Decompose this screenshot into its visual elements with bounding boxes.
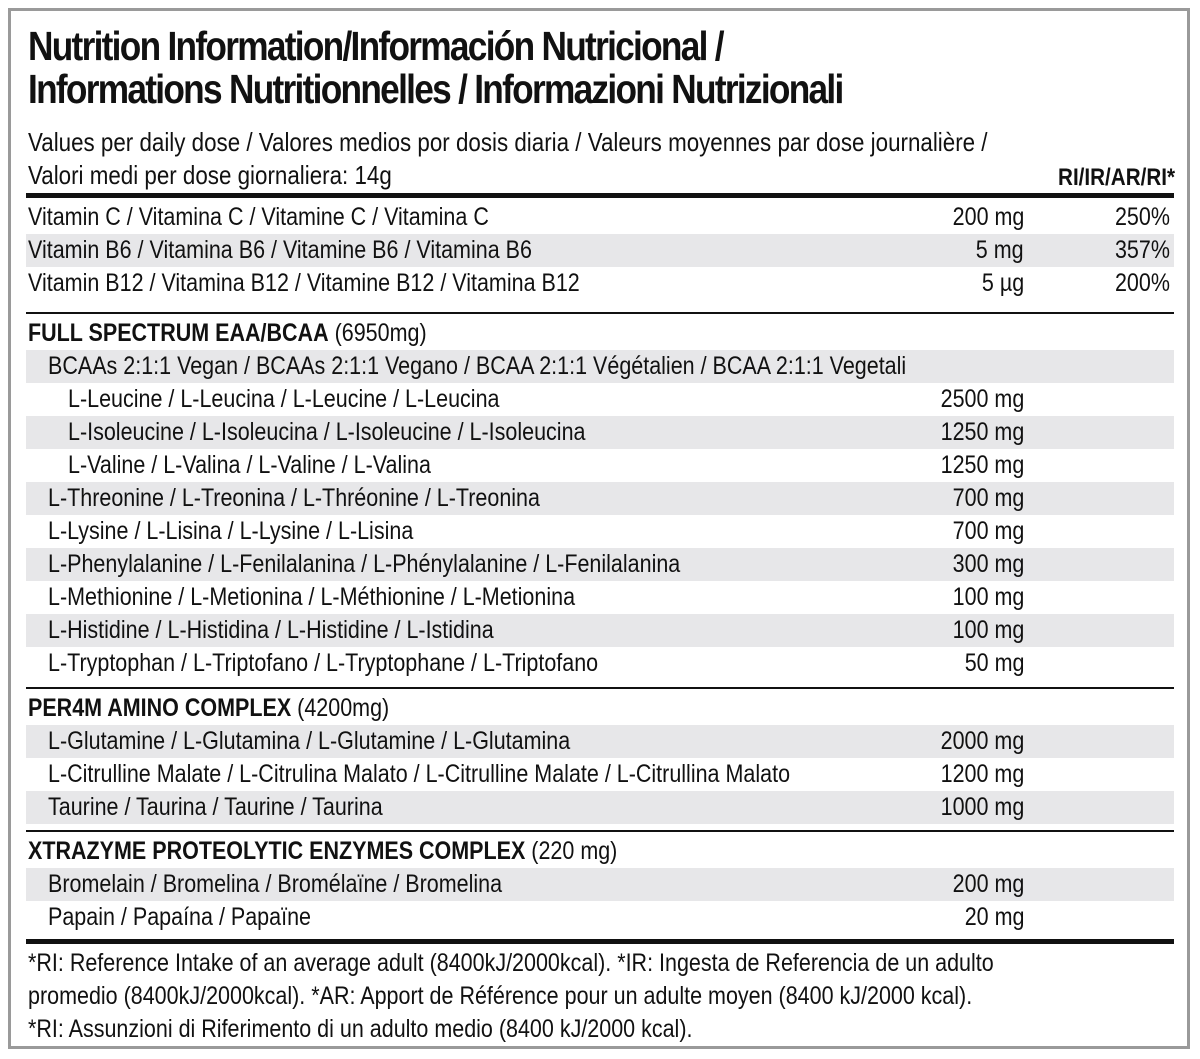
- page-title: [28, 25, 1017, 111]
- section-heading-label: FULL SPECTRUM EAA/BCAA: [28, 319, 329, 347]
- amino-row: [26, 515, 1174, 548]
- nutrient-name: Taurine / Taurina / Taurine / Taurina: [48, 793, 383, 821]
- nutrient-name: L-Glutamine / L-Glutamina / L-Glutamine / L-Glutamina: [48, 727, 571, 755]
- nutrient-ri: 250%: [1115, 203, 1170, 231]
- section-divider: [26, 687, 1174, 689]
- nutrient-amount: 50 mg: [964, 649, 1024, 677]
- nutrient-name: Vitamin C / Vitamina C / Vitamine C / Vitamina C: [28, 203, 489, 231]
- serving-info: [28, 126, 1043, 192]
- nutrient-name: L-Citrulline Malate / L-Citrulina Malato / L-Citrulline Malate / L-Citrullina Malato: [48, 760, 791, 788]
- nutrient-amount: 2500 mg: [940, 385, 1024, 413]
- amino-row: [26, 725, 1174, 758]
- amino-row: [26, 647, 1174, 680]
- nutrient-amount: 2000 mg: [940, 727, 1024, 755]
- serving-info-line-1: Values per daily dose / Valores medios por dosis diaria / Valeurs moyennes par dose journalière /: [28, 127, 988, 157]
- section-heading-label: PER4M AMINO COMPLEX: [28, 694, 292, 722]
- nutrient-name: L-Histidine / L-Histidina / L-Histidine / L-Istidina: [48, 616, 494, 644]
- section-heading-amount: (4200mg): [291, 694, 390, 722]
- nutrient-name: L-Phenylalanine / L-Fenilalanina / L-Phénylalanine / L-Fenilalanina: [48, 550, 681, 578]
- footnote-line-1: *RI: Reference Intake of an average adult (8400kJ/2000kcal). *IR: Ingesta de Referencia de un adulto: [28, 949, 994, 977]
- footnote-line-2: promedio (8400kJ/2000kcal). *AR: Apport de Référence pour un adulte moyen (8400 kJ/2000 kcal).: [28, 982, 973, 1010]
- nutrient-amount: 200 mg: [952, 203, 1024, 231]
- footnote: [28, 947, 1060, 1046]
- nutrient-ri: 200%: [1115, 269, 1170, 297]
- nutrient-name: Papain / Papaína / Papaïne: [48, 903, 311, 931]
- nutrient-amount: 5 mg: [976, 236, 1024, 264]
- amino-row: [26, 482, 1174, 515]
- amino-row: [26, 383, 1174, 416]
- amino-row: [26, 791, 1174, 824]
- nutrient-amount: 1000 mg: [940, 793, 1024, 821]
- nutrient-name: L-Isoleucine / L-Isoleucina / L-Isoleucine / L-Isoleucina: [68, 418, 586, 446]
- nutrient-amount: 100 mg: [952, 616, 1024, 644]
- nutrient-name: Vitamin B12 / Vitamina B12 / Vitamine B12 / Vitamina B12: [28, 269, 580, 297]
- nutrient-amount: 100 mg: [952, 583, 1024, 611]
- bcaa-group-row: [26, 350, 1174, 383]
- title-line-1: Nutrition Information/Información Nutricional /: [28, 23, 723, 69]
- nutrient-amount: 5 µg: [981, 269, 1024, 297]
- vitamin-row: [26, 234, 1174, 267]
- section-heading-eaa: [26, 317, 1174, 350]
- nutrient-amount: 700 mg: [952, 484, 1024, 512]
- vitamin-row: [26, 267, 1174, 300]
- nutrient-name: L-Valine / L-Valina / L-Valine / L-Valina: [68, 451, 431, 479]
- nutrient-name: L-Tryptophan / L-Triptofano / L-Tryptophane / L-Triptofano: [48, 649, 599, 677]
- section-heading-amino-complex: [26, 692, 1174, 725]
- enzyme-row: [26, 868, 1174, 901]
- nutrient-amount: 700 mg: [952, 517, 1024, 545]
- nutrient-name: Bromelain / Bromelina / Bromélaïne / Bromelina: [48, 870, 503, 898]
- nutrient-name: L-Threonine / L-Treonina / L-Thréonine / L-Treonina: [48, 484, 540, 512]
- enzyme-row: [26, 901, 1174, 934]
- header-divider: [26, 193, 1174, 198]
- nutrient-name: BCAAs 2:1:1 Vegan / BCAAs 2:1:1 Vegano / BCAA 2:1:1 Végétalien / BCAA 2:1:1 Vegetali: [48, 352, 907, 380]
- ri-column-header: RI/IR/AR/RI*: [1058, 164, 1175, 191]
- nutrient-amount: 1250 mg: [940, 418, 1024, 446]
- nutrient-amount: 1200 mg: [940, 760, 1024, 788]
- serving-info-line-2: Valori medi per dose giornaliera: 14g: [28, 160, 392, 190]
- nutrient-amount: 200 mg: [952, 870, 1024, 898]
- section-heading-amount: (220 mg): [525, 837, 618, 865]
- amino-row: [26, 758, 1174, 791]
- section-divider: [26, 830, 1174, 832]
- nutrient-name: L-Leucine / L-Leucina / L-Leucine / L-Leucina: [68, 385, 500, 413]
- amino-row: [26, 416, 1174, 449]
- nutrient-name: Vitamin B6 / Vitamina B6 / Vitamine B6 / Vitamina B6: [28, 236, 532, 264]
- section-heading-enzymes: [26, 835, 1174, 868]
- amino-row: [26, 548, 1174, 581]
- nutrient-amount: 20 mg: [964, 903, 1024, 931]
- footer-divider: [26, 939, 1174, 944]
- nutrient-name: L-Methionine / L-Metionina / L-Méthionine / L-Metionina: [48, 583, 576, 611]
- nutrient-name: L-Lysine / L-Lisina / L-Lysine / L-Lisina: [48, 517, 414, 545]
- nutrient-amount: 1250 mg: [940, 451, 1024, 479]
- amino-row: [26, 614, 1174, 647]
- nutrient-amount: 300 mg: [952, 550, 1024, 578]
- footnote-line-3: *RI: Assunzioni di Riferimento di un adulto medio (8400 kJ/2000 kcal).: [28, 1015, 693, 1043]
- title-line-2: Informations Nutritionnelles / Informazioni Nutrizionali: [28, 66, 843, 112]
- section-heading-label: XTRAZYME PROTEOLYTIC ENZYMES COMPLEX: [28, 837, 526, 865]
- vitamin-row: [26, 201, 1174, 234]
- amino-row: [26, 581, 1174, 614]
- section-divider: [26, 312, 1174, 314]
- section-heading-amount: (6950mg): [328, 319, 427, 347]
- amino-row: [26, 449, 1174, 482]
- nutrient-ri: 357%: [1115, 236, 1170, 264]
- nutrition-label: [8, 8, 1190, 1049]
